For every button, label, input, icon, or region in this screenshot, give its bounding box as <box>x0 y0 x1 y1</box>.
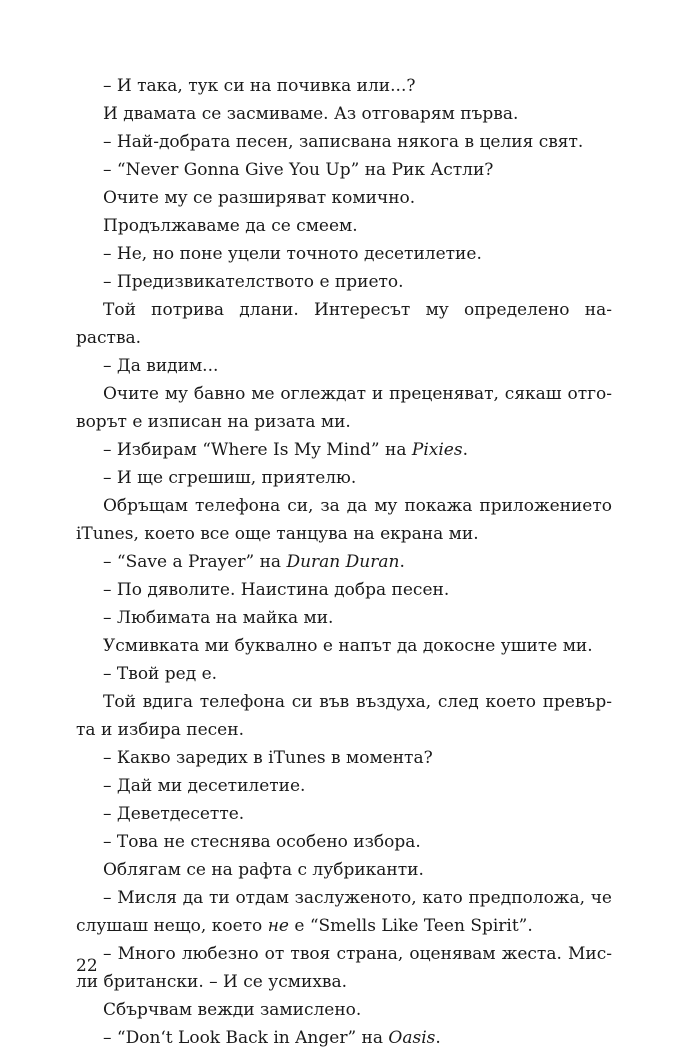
paragraph <box>76 828 612 856</box>
text-run: – И така, тук си на почивка или...? <box>103 76 416 96</box>
paragraph <box>76 996 612 1024</box>
paragraph <box>76 352 612 380</box>
paragraph <box>76 884 612 940</box>
paragraph <box>76 492 612 548</box>
paragraph <box>76 632 612 660</box>
text-run: – “Save a Prayer” на <box>103 552 287 572</box>
text-run: – Мисля да ти отдам заслуженото, като предположа, че слушаш нещо, което <box>76 888 612 936</box>
text-run: – Най-добрата песен, записвана някога в целия свят. <box>103 132 584 152</box>
paragraph <box>76 184 612 212</box>
italic-text: Pixies <box>411 440 463 460</box>
paragraph <box>76 212 612 240</box>
italic-text: не <box>267 916 289 936</box>
text-run: – Предизвикателството е прието. <box>103 272 404 292</box>
paragraph <box>76 156 612 184</box>
page-number: 22 <box>76 956 98 976</box>
paragraph <box>76 72 612 100</box>
italic-text: Oasis <box>388 1028 436 1048</box>
paragraph <box>76 1024 612 1052</box>
page-body <box>76 72 612 1052</box>
paragraph <box>76 940 612 996</box>
text-run: – Да видим... <box>103 356 219 376</box>
text-run: – “Never Gonna Give You Up” на Рик Астли? <box>103 160 494 180</box>
paragraph <box>76 660 612 688</box>
text-run: Той вдига телефона си във въздуха, след което превърта и избира песен. <box>76 692 612 740</box>
paragraph <box>76 128 612 156</box>
paragraph <box>76 772 612 800</box>
paragraph <box>76 100 612 128</box>
text-run: – Твой ред е. <box>103 664 218 684</box>
text-run: – Какво заредих в iTunes в момента? <box>103 748 433 768</box>
paragraph <box>76 268 612 296</box>
paragraph <box>76 464 612 492</box>
text-run: – Избирам “Where Is My Mind” на <box>103 440 412 460</box>
paragraph <box>76 800 612 828</box>
paragraph <box>76 380 612 436</box>
paragraph <box>76 744 612 772</box>
text-run: – Деветдесетте. <box>103 804 245 824</box>
text-run: – Много любезно от твоя страна, оценявам жеста. Мисли британски. – И се усмихва. <box>76 944 612 992</box>
text-run: Продължаваме да се смеем. <box>103 216 358 236</box>
text-run: Той потрива длани. Интересът му определено нараства. <box>76 300 612 348</box>
text-run: е “Smells Like Teen Spirit”. <box>288 916 533 936</box>
paragraph <box>76 604 612 632</box>
text-run: Обръщам телефона си, за да му покажа приложението iTunes, което все още танцува на екрана ми. <box>76 496 612 544</box>
text-run: . <box>462 440 468 460</box>
text-run: . <box>399 552 405 572</box>
text-run: – По дяволите. Наистина добра песен. <box>103 580 450 600</box>
text-run: Усмивката ми буквално е напът да докосне ушите ми. <box>103 636 593 656</box>
text-run: Сбърчвам вежди замислено. <box>103 1000 362 1020</box>
text-run: – Дай ми десетилетие. <box>103 776 306 796</box>
text-run: Очите му се разширяват комично. <box>103 188 416 208</box>
text-run: – Не, но поне уцели точното десетилетие. <box>103 244 482 264</box>
text-run: И двамата се засмиваме. Аз отговарям първа. <box>103 104 519 124</box>
paragraph <box>76 436 612 464</box>
italic-text: Duran Duran <box>286 552 400 572</box>
paragraph <box>76 576 612 604</box>
text-run: Облягам се на рафта с лубриканти. <box>103 860 424 880</box>
text-run: – Това не стеснява особено избора. <box>103 832 421 852</box>
text-run: . <box>435 1028 441 1048</box>
paragraph <box>76 856 612 884</box>
text-run: – И ще сгрешиш, приятелю. <box>103 468 357 488</box>
text-run: Очите му бавно ме оглеждат и преценяват, сякаш отговорът е изписан на ризата ми. <box>76 384 612 432</box>
text-run: – “Don‘t Look Back in Anger” на <box>103 1028 389 1048</box>
paragraph <box>76 240 612 268</box>
text-run: – Любимата на майка ми. <box>103 608 334 628</box>
paragraph <box>76 548 612 576</box>
paragraph <box>76 688 612 744</box>
paragraph <box>76 296 612 352</box>
